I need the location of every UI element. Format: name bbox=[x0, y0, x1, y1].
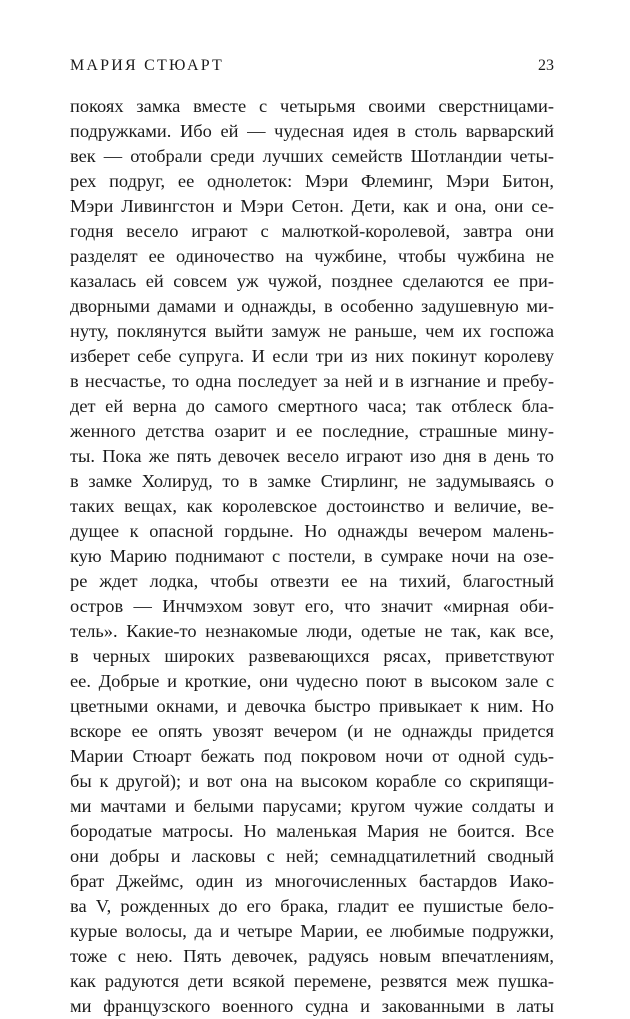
text-line: остров — Инчмэхом зовут его, что значит «мирная оби- bbox=[70, 596, 554, 616]
text-line: изберет себе супруга. И если три из них покинут королеву bbox=[70, 346, 554, 366]
text-line: брат Джеймс, один из многочисленных бастардов Иако- bbox=[70, 871, 554, 891]
text-line: ва V, рожденных до его брака, гладит ее пушистые бело- bbox=[70, 896, 554, 916]
text-line: в черных широких развевающихся рясах, приветствуют bbox=[70, 646, 554, 666]
text-line: ми французского военного судна и закованными в латы bbox=[70, 996, 554, 1016]
text-line: годня весело играют с малюткой-королевой, завтра они bbox=[70, 221, 554, 241]
text-line: бы к другой); и вот она на высоком корабле со скрипящи- bbox=[70, 771, 554, 791]
text-line: казалась ей совсем уж чужой, позднее сделаются ее при- bbox=[70, 271, 554, 291]
text-line: ре ждет лодка, чтобы отвезти ее на тихий, благостный bbox=[70, 571, 554, 591]
text-line: век — отобрали среди лучших семейств Шотландии четы- bbox=[70, 146, 554, 166]
text-line: покоях замка вместе с четырьмя своими сверстницами- bbox=[70, 96, 554, 116]
text-line: тель». Какие-то незнакомые люди, одетые не так, как все, bbox=[70, 621, 554, 641]
text-line: кую Марию поднимают с постели, в сумраке ночи на озе- bbox=[70, 546, 554, 566]
text-line: нуту, поклянутся выйти замуж не раньше, чем их госпожа bbox=[70, 321, 554, 341]
text-line: вскоре ее опять увозят вечером (и не однажды придется bbox=[70, 721, 554, 741]
text-line: курые волосы, да и четыре Марии, ее любимые подружки, bbox=[70, 921, 554, 941]
text-line: дет ей верна до самого смертного часа; так отблеск бла- bbox=[70, 396, 554, 416]
text-line: рех подруг, ее однолеток: Мэри Флеминг, Мэри Битон, bbox=[70, 171, 554, 191]
text-line: подружками. Ибо ей — чудесная идея в столь варварский bbox=[70, 121, 554, 141]
text-line: Мэри Ливингстон и Мэри Сетон. Дети, как и она, они се- bbox=[70, 196, 554, 216]
running-head bbox=[70, 54, 554, 78]
text-line: ты. Пока же пять девочек весело играют изо дня в день то bbox=[70, 446, 554, 466]
text-line: в замке Холируд, то в замке Стирлинг, не задумываясь о bbox=[70, 471, 554, 491]
text-line: дущее к опасной гордыне. Но однажды вечером малень- bbox=[70, 521, 554, 541]
text-line: разделят ее одиночество на чужбине, чтобы чужбина не bbox=[70, 246, 554, 266]
body-text bbox=[70, 94, 554, 1019]
text-line: бородатые матросы. Но маленькая Мария не боится. Все bbox=[70, 821, 554, 841]
text-line: цветными окнами, и девочка быстро привыкает к ним. Но bbox=[70, 696, 554, 716]
text-line: ее. Добрые и кроткие, они чудесно поют в высоком зале с bbox=[70, 671, 554, 691]
text-line: тоже с нею. Пять девочек, радуясь новым впечатлениям, bbox=[70, 946, 554, 966]
text-line: таких вещах, как королевское достоинство и величие, ве- bbox=[70, 496, 554, 516]
text-line: ми мачтами и белыми парусами; кругом чужие солдаты и bbox=[70, 796, 554, 816]
text-line: они добры и ласковы с ней; семнадцатилетний сводный bbox=[70, 846, 554, 866]
text-line: Марии Стюарт бежать под покровом ночи от одной судь- bbox=[70, 746, 554, 766]
text-line: как радуются дети всякой перемене, резвятся меж пушка- bbox=[70, 971, 554, 991]
running-title: МАРИЯ СТЮАРТ bbox=[70, 57, 225, 74]
page-number: 23 bbox=[538, 57, 554, 74]
text-line: женного детства озарит и ее последние, страшные мину- bbox=[70, 421, 554, 441]
text-line: в несчастье, то одна последует за ней и в изгнание и пребу- bbox=[70, 371, 554, 391]
text-line: дворными дамами и однажды, в особенно задушевную ми- bbox=[70, 296, 554, 316]
